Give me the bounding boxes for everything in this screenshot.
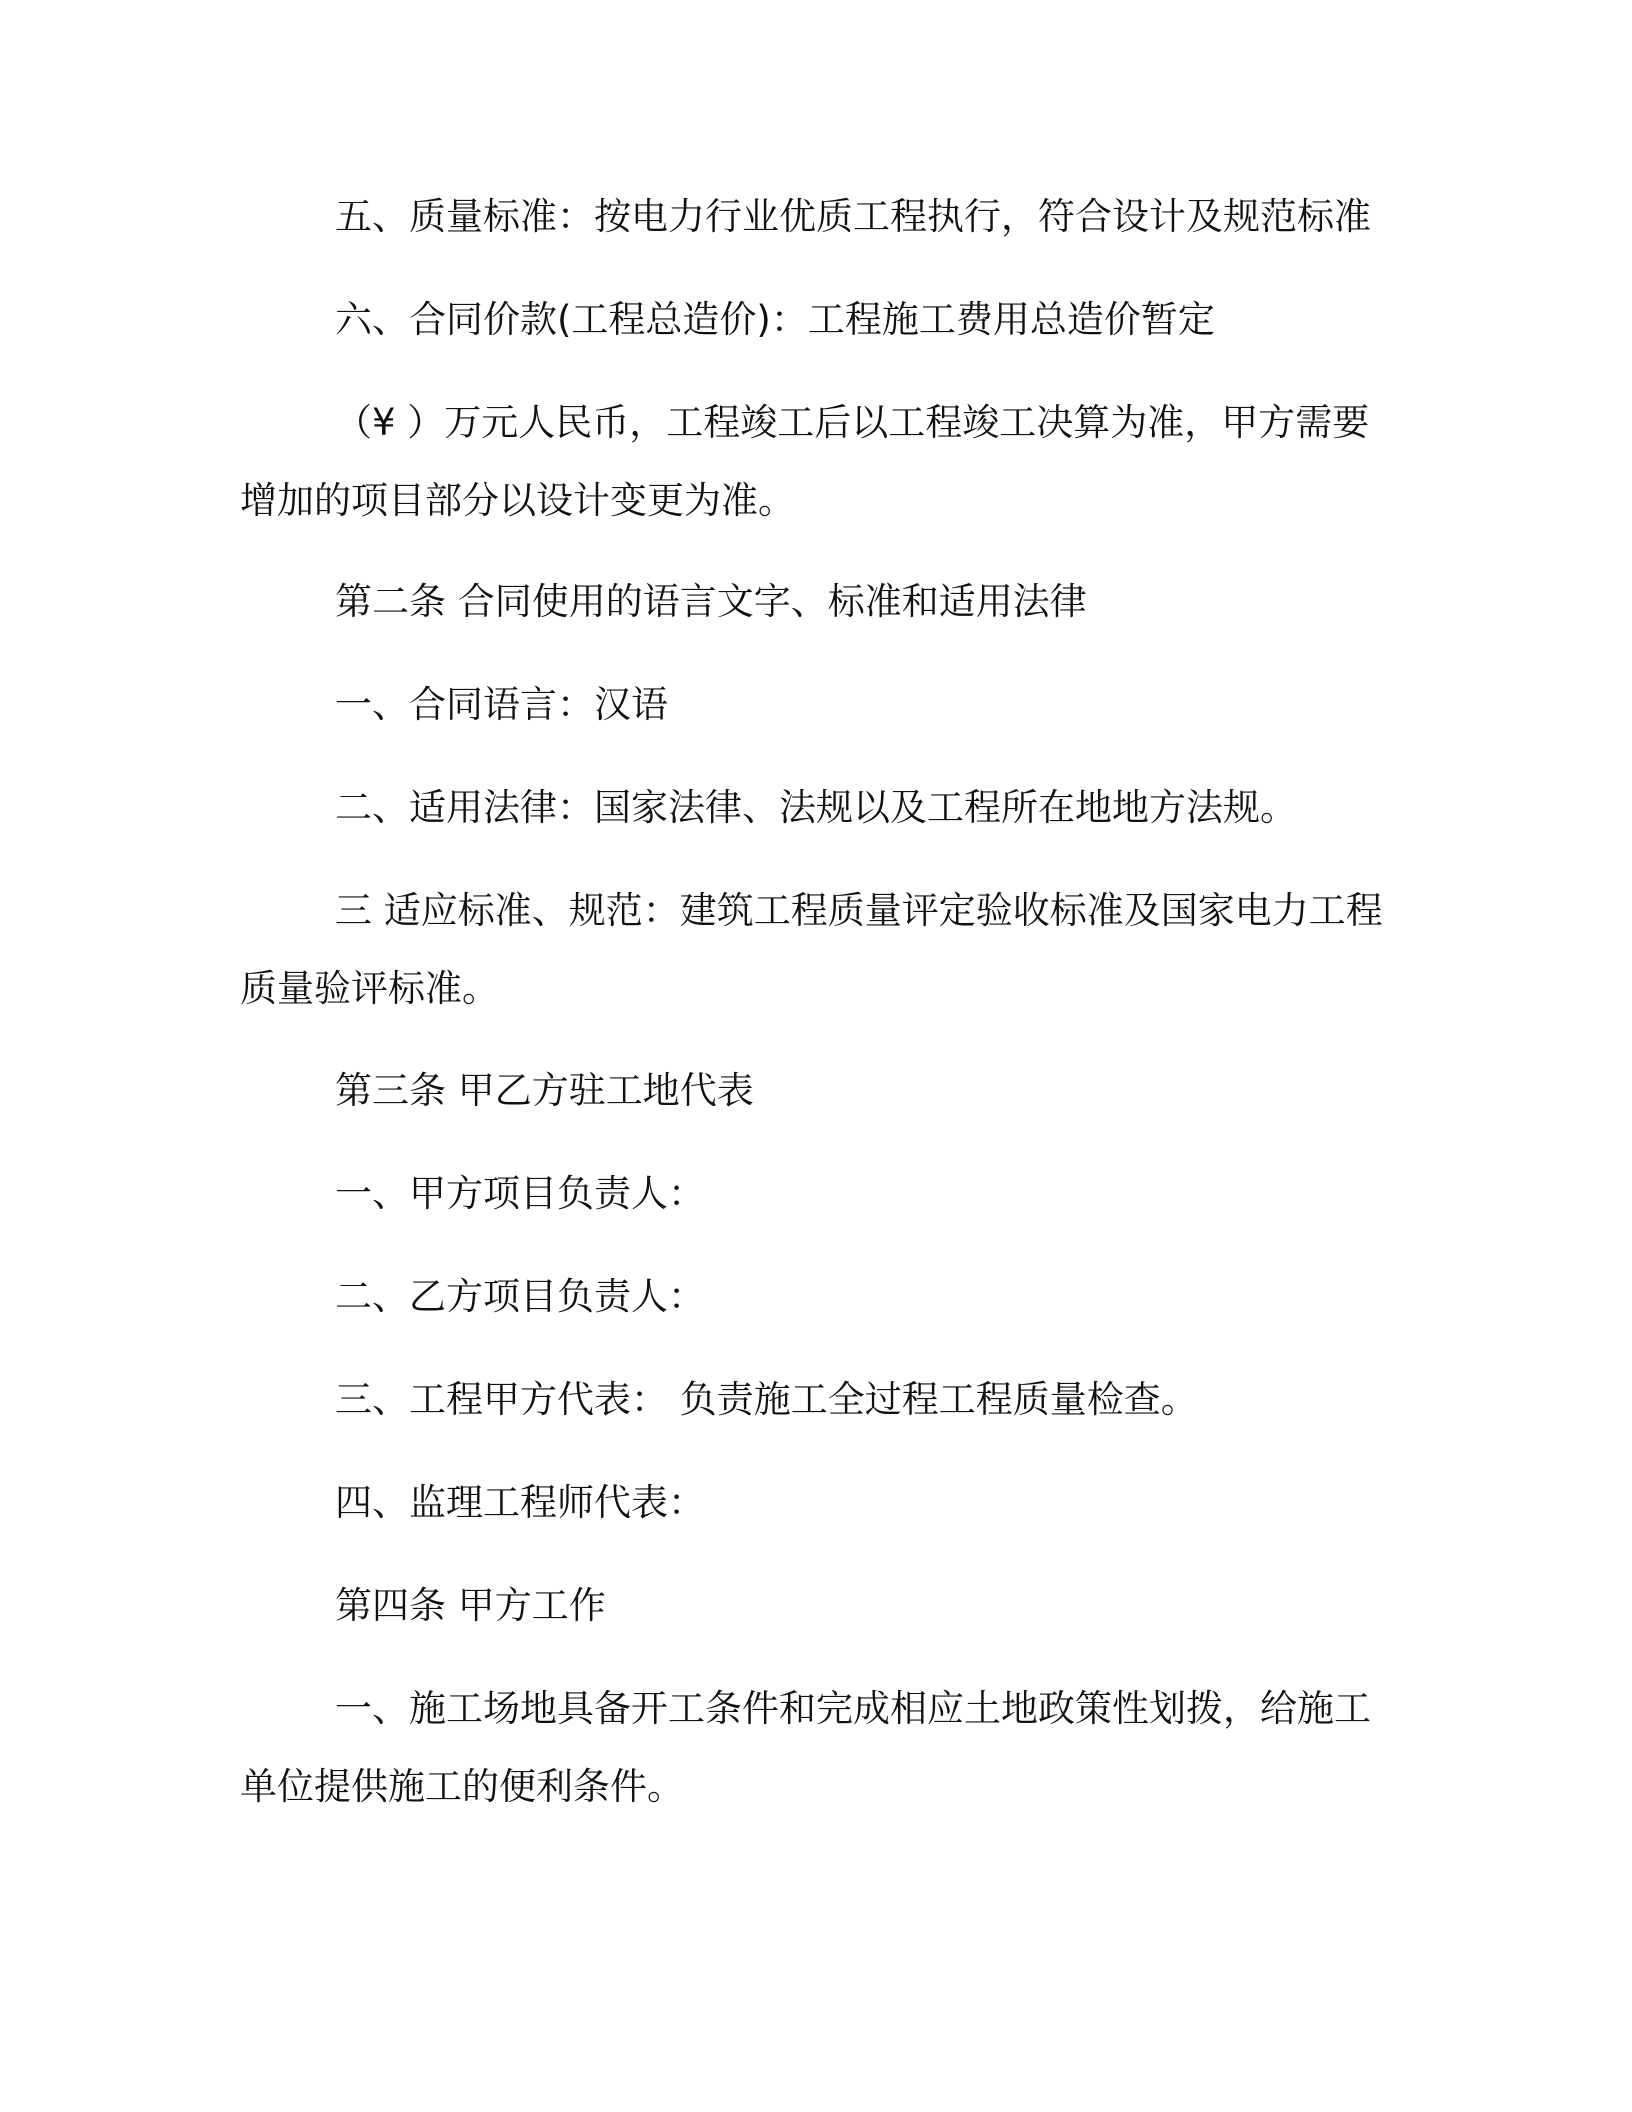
- article-four-heading: 第四条 甲方工作: [335, 1584, 606, 1627]
- site-conditions-paragraph: 一、施工场地具备开工条件和完成相应土地政策性划拨，给施工单位提供施工的便利条件。: [240, 1687, 1371, 1808]
- applicable-law-paragraph: 二、适用法律：国家法律、法规以及工程所在地地方法规。: [335, 786, 1297, 829]
- quality-standard-paragraph: 五、质量标准：按电力行业优质工程执行，符合设计及规范标准: [335, 195, 1371, 238]
- party-b-lead-paragraph: 二、乙方项目负责人：: [335, 1275, 705, 1318]
- applicable-standards-paragraph: 三 适应标准、规范：建筑工程质量评定验收标准及国家电力工程质量验评标准。: [240, 889, 1383, 1010]
- party-a-representative-paragraph: 三、工程甲方代表： 负责施工全过程工程质量检查。: [335, 1378, 1198, 1421]
- contract-price-paragraph: 六、合同价款(工程总造价)：工程施工费用总造价暂定: [335, 298, 1215, 341]
- article-two-heading: 第二条 合同使用的语言文字、标准和适用法律: [335, 580, 1087, 623]
- supervising-engineer-paragraph: 四、监理工程师代表：: [335, 1481, 705, 1524]
- contract-language-paragraph: 一、合同语言：汉语: [335, 683, 668, 726]
- price-detail-paragraph: （¥ ）万元人民币，工程竣工后以工程竣工决算为准，甲方需要增加的项目部分以设计变更为准。: [240, 401, 1370, 522]
- article-three-heading: 第三条 甲乙方驻工地代表: [335, 1069, 754, 1112]
- party-a-lead-paragraph: 一、甲方项目负责人：: [335, 1172, 705, 1215]
